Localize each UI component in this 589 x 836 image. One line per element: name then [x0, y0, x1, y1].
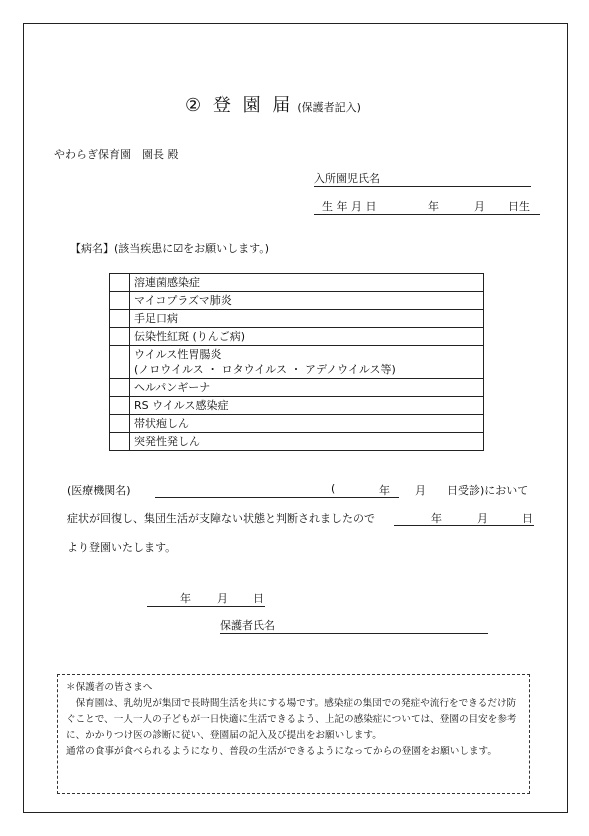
table-row	[110, 292, 484, 310]
child-name-label: 入所園児氏名	[314, 172, 380, 185]
disease-checkbox[interactable]	[110, 328, 130, 346]
consult-year-label: 年	[379, 484, 390, 497]
table-row	[110, 346, 484, 379]
disease-checkbox[interactable]	[110, 292, 130, 310]
disease-name: RS ウイルス感染症	[130, 397, 484, 415]
birth-day-label: 日生	[508, 200, 530, 213]
birth-year-label: 年	[428, 200, 439, 213]
child-name-field[interactable]	[314, 170, 531, 187]
disease-checkbox[interactable]	[110, 433, 130, 451]
disease-checkbox[interactable]	[110, 346, 130, 379]
addressee: やわらぎ保育園 園長 殿	[54, 148, 179, 161]
entry-statement: より登園いたします。	[67, 541, 177, 554]
form-title	[185, 91, 361, 117]
disease-name: 溶連菌感染症	[130, 274, 484, 292]
entry-day-label: 日	[522, 512, 533, 525]
table-row	[110, 415, 484, 433]
sign-month-label: 月	[217, 592, 228, 605]
disease-name: 突発性発しん	[130, 433, 484, 451]
birthdate-label: 生 年 月 日	[322, 200, 377, 213]
table-row	[110, 379, 484, 397]
disease-checkbox[interactable]	[110, 310, 130, 328]
disease-name-detail: (ノロウイルス ・ ロタウイルス ・ アデノウイルス等)	[134, 363, 396, 376]
entry-year-label: 年	[431, 512, 442, 525]
table-row	[110, 310, 484, 328]
disease-name: ヘルパンギーナ	[130, 379, 484, 397]
sign-year-label: 年	[180, 592, 191, 605]
notice-body-meal: 通常の食事が食べられるようになり、普段の生活ができるようになってからの登園をお願いします。	[66, 746, 497, 757]
medical-institution-label: (医療機関名)	[67, 484, 131, 497]
disease-checkbox[interactable]	[110, 379, 130, 397]
guardian-name-field[interactable]	[220, 617, 488, 634]
disease-heading: 【病名】(該当疾患に☑をお願いします。)	[70, 242, 270, 255]
table-row	[110, 397, 484, 415]
notice-body: 保育園は、乳幼児が集団で長時間生活を共にする場です。感染症の集団での発症や流行をできるだけ防ぐことで、一人一人の子どもが一日快適に生活できるよう、上記の感染症については、登園の目安を参考に、かかりつけ医の診断に従い、登園届の記入及び提出をお願いします。	[66, 698, 517, 741]
disease-name: 伝染性紅斑 (りんご病)	[130, 328, 484, 346]
notice-heading: ＊保護者の皆さまへ	[66, 682, 153, 693]
recovery-row	[67, 510, 537, 526]
disease-checkbox[interactable]	[110, 397, 130, 415]
form-title-sub: (保護者記入)	[297, 101, 361, 114]
disease-name	[130, 346, 484, 379]
disease-name: マイコプラズマ肺炎	[130, 292, 484, 310]
disease-checkbox[interactable]	[110, 415, 130, 433]
disease-name: 帯状疱しん	[130, 415, 484, 433]
disease-name-line: ウイルス性胃腸炎	[134, 348, 222, 361]
consult-open-paren: (	[331, 482, 336, 495]
table-row	[110, 328, 484, 346]
guardian-name-label: 保護者氏名	[220, 619, 275, 632]
recovery-text: 症状が回復し、集団生活が支障ない状態と判断されましたので	[67, 512, 375, 525]
disease-name: 手足口病	[130, 310, 484, 328]
table-row	[110, 274, 484, 292]
medical-institution-field[interactable]	[155, 497, 399, 498]
entry-date-field[interactable]	[394, 525, 534, 526]
consult-month-label: 月	[415, 484, 426, 497]
birthdate-field[interactable]	[314, 198, 540, 215]
disease-table	[109, 273, 484, 451]
sign-day-label: 日	[253, 592, 264, 605]
form-title-main: ② 登 園 届	[185, 95, 294, 116]
consult-day-label: 日受診)において	[447, 484, 529, 497]
table-row	[110, 433, 484, 451]
signature-date-field[interactable]	[147, 590, 265, 607]
notice-box	[57, 674, 530, 794]
disease-checkbox[interactable]	[110, 274, 130, 292]
birth-month-label: 月	[474, 200, 485, 213]
medical-institution-row	[67, 482, 539, 498]
entry-month-label: 月	[477, 512, 488, 525]
